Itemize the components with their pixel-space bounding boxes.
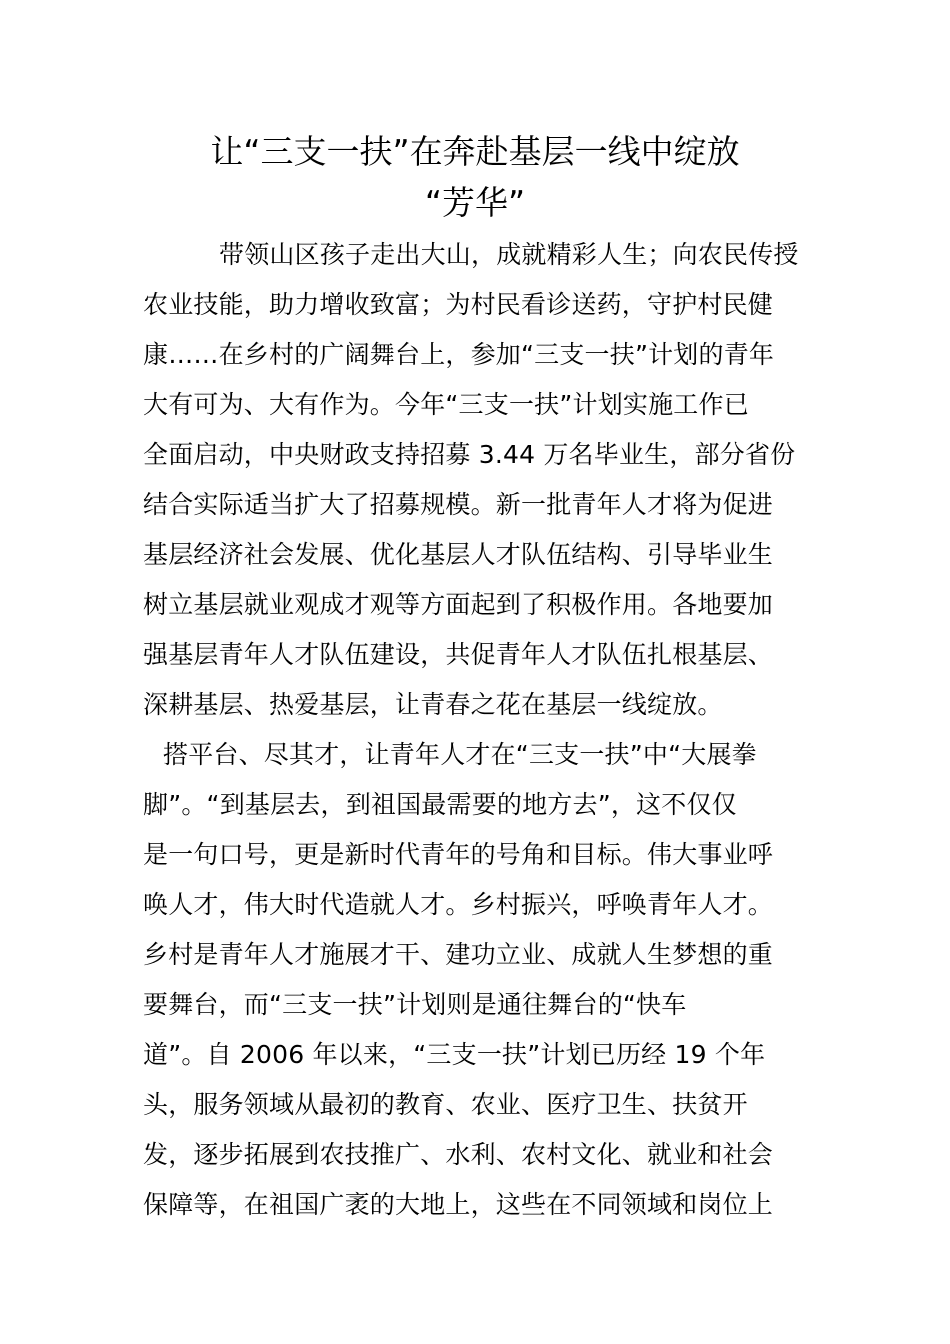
paragraph-line: 全面启动，中央财政支持招募 3.44 万名毕业生，部分省份 <box>143 440 796 469</box>
paragraph-line: 保障等，在祖国广袤的大地上，这些在不同领域和岗位上 <box>143 1190 774 1219</box>
paragraph-2 <box>143 730 813 1230</box>
paragraph-line: 道”。自 2006 年以来，“三支一扶”计划已历经 19 个年 <box>143 1040 766 1069</box>
paragraph-line: 深耕基层、热爱基层，让青春之花在基层一线绽放。 <box>143 690 723 719</box>
paragraph-line: 发，逐步拓展到农技推广、水利、农村文化、就业和社会 <box>143 1140 774 1169</box>
paragraph-line: 强基层青年人才队伍建设，共促青年人才队伍扎根基层、 <box>143 640 774 669</box>
paragraph-line: 大有可为、大有作为。今年“三支一扶”计划实施工作已 <box>143 390 749 419</box>
document-title-line-1: 让“三支一扶”在奔赴基层一线中绽放 <box>210 132 740 171</box>
paragraph-line: 农业技能，助力增收致富；为村民看诊送药，守护村民健 <box>143 290 774 319</box>
paragraph-1 <box>143 230 813 730</box>
paragraph-line: 带领山区孩子走出大山，成就精彩人生；向农民传授 <box>219 240 799 269</box>
document-body <box>143 230 813 1230</box>
paragraph-line: 基层经济社会发展、优化基层人才队伍结构、引导毕业生 <box>143 540 774 569</box>
paragraph-line: 要舞台，而“三支一扶”计划则是通往舞台的“快车 <box>143 990 687 1019</box>
paragraph-line: 唤人才，伟大时代造就人才。乡村振兴，呼唤青年人才。 <box>143 890 774 919</box>
paragraph-line: 搭平台、尽其才，让青年人才在“三支一扶”中“大展拳 <box>163 740 757 769</box>
paragraph-line: 是一句口号，更是新时代青年的号角和目标。伟大事业呼 <box>143 840 774 869</box>
paragraph-line: 康……在乡村的广阔舞台上，参加“三支一扶”计划的青年 <box>143 340 775 369</box>
document-title-line-2: “芳华” <box>424 183 526 222</box>
paragraph-line: 脚”。“到基层去，到祖国最需要的地方去”，这不仅仅 <box>143 790 737 819</box>
paragraph-line: 头，服务领域从最初的教育、农业、医疗卫生、扶贫开 <box>143 1090 748 1119</box>
paragraph-line: 结合实际适当扩大了招募规模。新一批青年人才将为促进 <box>143 490 774 519</box>
paragraph-line: 乡村是青年人才施展才干、建功立业、成就人生梦想的重 <box>143 940 774 969</box>
paragraph-line: 树立基层就业观成才观等方面起到了积极作用。各地要加 <box>143 590 774 619</box>
